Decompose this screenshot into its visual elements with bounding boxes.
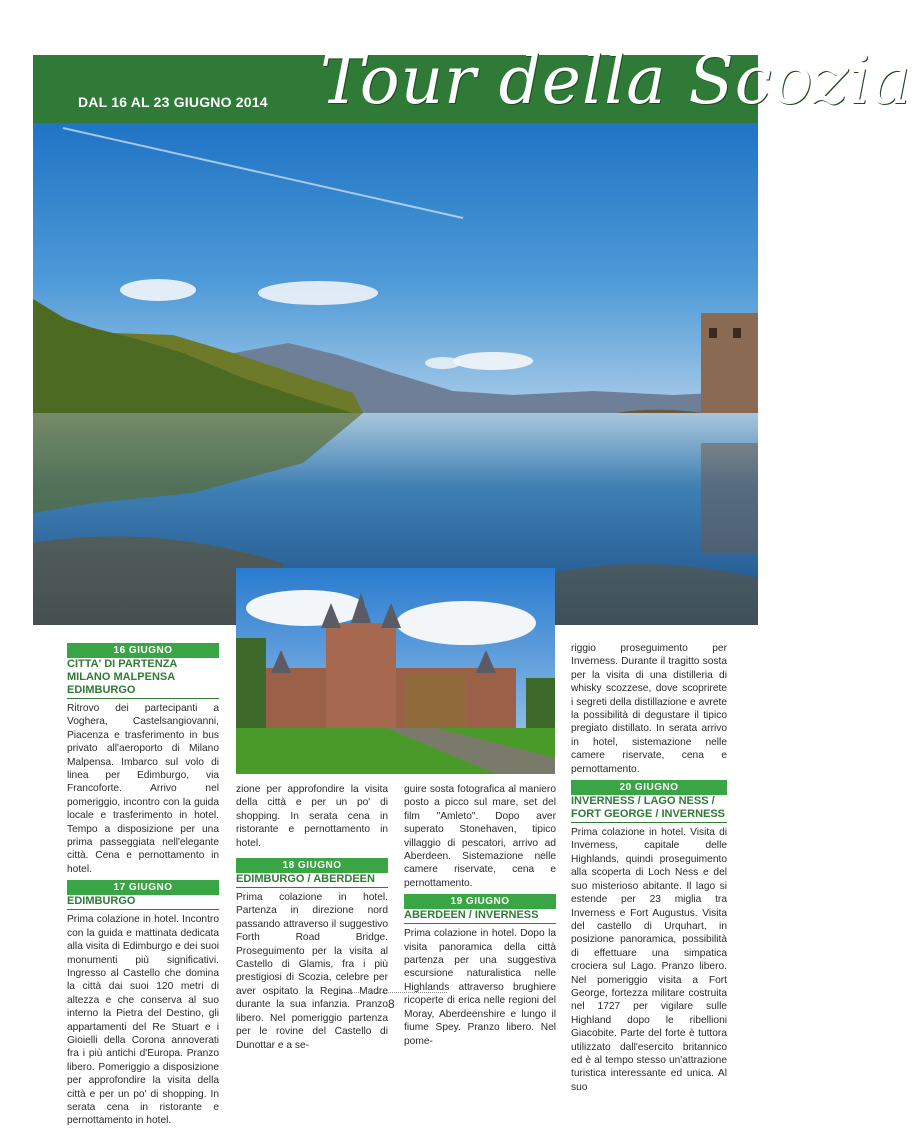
- day-band-19: 19 GIUGNO: [404, 894, 556, 909]
- page-number: 8: [388, 997, 395, 1011]
- day-text-20: Prima colazione in hotel. Visita di Inverness, capitale delle Highlands, quindi proseguimento alla scoperta di Loch Ness e del suo misterioso abitante. Il lago si estende per 23 miglia tra Inverness e Fort Augustus. Visita del castello di Urquhart, in posizione panoramica, possibilità di effettuare una simpatica crociera sul Lago. Pranzo libero. Nel pomeriggio visita a Fort George, fortezza militare costruita nel 1727 per vigilare sulle Highland dopo le ribellioni Giacobite. Parte del forte è tuttora utilizzato dall'esercito britannico ed è al tempo stesso un'attrazione turistica interessante ed unica. Al suo: [571, 827, 727, 1093]
- day-text-19: Prima colazione in hotel. Dopo la visita panoramica della città partenza per una suggestiva escursione naturalistica nelle Highlands attraverso brughiere ricoperte di erica nelle regioni del Moray, Aberdeenshire e lungo il fiume Spey. Pranzo libero. Nel pome-: [404, 928, 556, 1047]
- title-clip: [320, 30, 912, 170]
- day-text-17: Prima colazione in hotel. Incontro con la guida e mattinata dedicata alla visita di Edimburgo e dei suoi monumenti più significativi. Ingresso al Castello che domina la città dai suoi 120 metri di altezza e che conserva al suo interno la Pietra del Destino, gli appartamenti del Re Stuart e i Gioielli della Corona annoverati fra i più antichi d'Europa. Pranzo libero. Pomeriggio a disposizione per approfondire la visita della città e per un po' di shopping. In serata cena in ristorante e pernottamento in hotel.: [67, 914, 219, 1127]
- day-text-16: Ritrovo dei partecipanti a Voghera, Castelsangiovanni, Piacenza e trasferimento in bus privato all'aeroporto di Milano Malpensa. Imbarco sul volo di linea per Edimburgo, via Francoforte. Arrivo nel pomeriggio, incontro con la guida locale e trasferimento in hotel. Tempo a disposizione per una prima passeggiata nell'elegante città. Cena e pernottamento in hotel.: [67, 703, 219, 875]
- route-18: EDIMBURGO / ABERDEEN: [236, 873, 388, 888]
- footer-divider: [343, 992, 447, 993]
- day-text-18-cont: guire sosta fotografica al maniero posto a picco sul mare, set del film "Amleto". Dopo aver superato Stonehaven, tipico villaggio di pescatori, arrivo ad Aberdeen. Sistemazione nelle camere riservate, cena e pernottamento.: [404, 784, 556, 889]
- day-text-17-cont: zione per approfondire la visita della città e per un po' di shopping. In serata cena in ristorante e pernottamento in hotel.: [236, 784, 388, 849]
- column-3: [404, 783, 556, 1048]
- route-17: EDIMBURGO: [67, 895, 219, 910]
- date-range: DAL 16 AL 23 GIUGNO 2014: [78, 94, 268, 110]
- day-band-20: 20 GIUGNO: [571, 780, 727, 795]
- day-text-18: Prima colazione in hotel. Partenza in direzione nord passando attraverso il suggestivo Forth Road Bridge. Proseguimento per la visita al Castello di Glamis, fra i più prestigiosi di Scozia, celebre per aver ospitato la Regina Madre durante la sua infanzia. Pranzo libero. Nel pomeriggio partenza per le rovine del Castello di Dunottar e a se-: [236, 892, 388, 1051]
- column-4: [571, 642, 727, 1093]
- column-2: [236, 783, 388, 1052]
- day-band-17: 17 GIUGNO: [67, 880, 219, 895]
- page-title: Tour della Scozia: [320, 42, 912, 119]
- loch-landscape-photo: [33, 123, 758, 625]
- day-band-16: 16 GIUGNO: [67, 643, 219, 658]
- route-16: CITTA' DI PARTENZA MILANO MALPENSA EDIMBURGO: [67, 658, 219, 699]
- glamis-castle-photo: [236, 568, 555, 774]
- day-band-18: 18 GIUGNO: [236, 858, 388, 873]
- route-20: INVERNESS / LAGO NESS / FORT GEORGE / INVERNESS: [571, 795, 727, 823]
- route-19: ABERDEEN / INVERNESS: [404, 909, 556, 924]
- column-1: [67, 643, 219, 1127]
- day-text-19-cont: riggio proseguimento per Inverness. Durante il tragitto sosta per la visita di una distilleria di whisky scozzese, dove scoprirete i segreti della distillazione e avrete la possibilità di degustare il tipico pregiato distillato. In serata arrivo in hotel, sistemazione nelle camere riservate, cena e pernottamento.: [571, 643, 727, 775]
